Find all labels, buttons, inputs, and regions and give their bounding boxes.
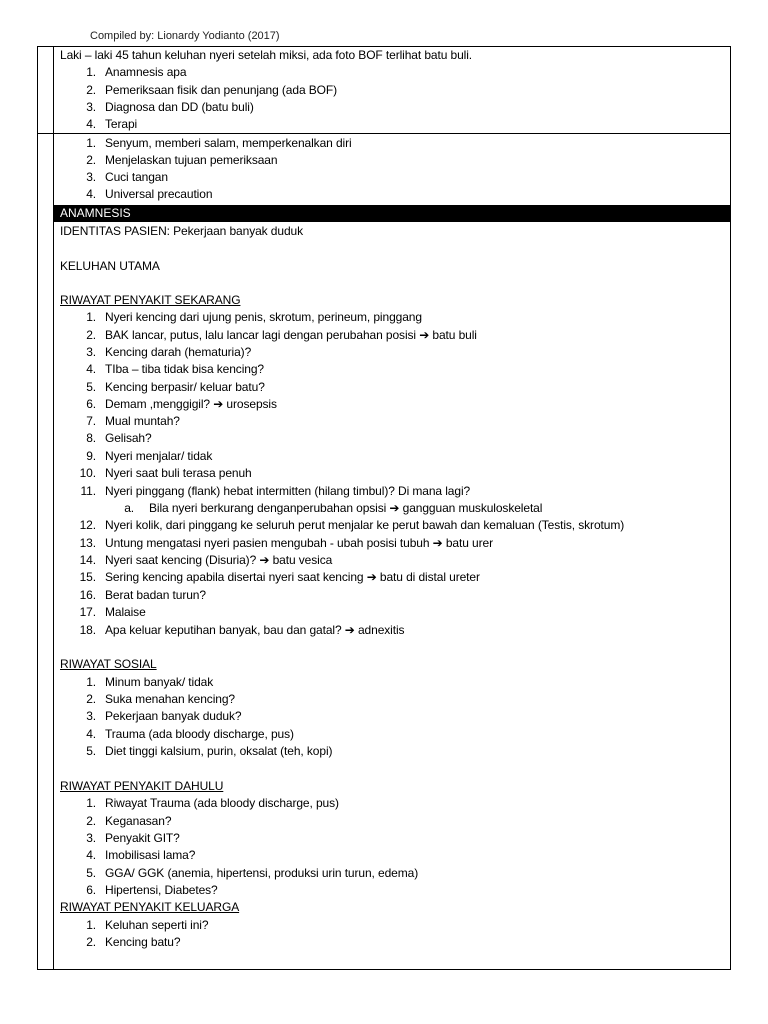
rpd-number: 3. (86, 831, 96, 845)
rps-number: 11. (80, 484, 96, 498)
opening-number: 4. (86, 187, 96, 201)
rps-item: Demam ,menggigil? ➔ urosepsis (105, 397, 277, 411)
rps-item: Berat badan turun? (105, 588, 206, 602)
opening-number: 3. (86, 170, 96, 184)
table-border-left-outer (37, 46, 38, 970)
rps-item: Untung mengatasi nyeri pasien mengubah - ubah posisi tubuh ➔ batu urer (105, 536, 493, 550)
rpk-item: Kencing batu? (105, 935, 181, 949)
rpd-number: 4. (86, 848, 96, 862)
rpd-number: 2. (86, 814, 96, 828)
row-divider-2 (53, 221, 731, 222)
rpk-number: 1. (86, 918, 96, 932)
section-band (54, 205, 730, 221)
rps-number: 8. (86, 431, 96, 445)
opening-item: Senyum, memberi salam, memperkenalkan diri (105, 136, 352, 150)
task-number: 4. (86, 117, 96, 131)
rps-number: 14. (79, 553, 96, 567)
opening-item: Menjelaskan tujuan pemeriksaan (105, 153, 278, 167)
rpd-item: Keganasan? (105, 814, 172, 828)
task-number: 3. (86, 100, 96, 114)
rps-number: 7. (86, 414, 96, 428)
rsos-number: 4. (86, 727, 96, 741)
rps-item: Nyeri menjalar/ tidak (105, 449, 213, 463)
rsos-item: Suka menahan kencing? (105, 692, 235, 706)
task-item: Pemeriksaan fisik dan penunjang (ada BOF) (105, 83, 338, 97)
table-border-left-inner (53, 46, 54, 970)
rps-number: 18. (79, 623, 96, 637)
rps-number: 9. (86, 449, 96, 463)
rpd-item: Imobilisasi lama? (105, 848, 196, 862)
rps-item: Sering kencing apabila disertai nyeri saat kencing ➔ batu di distal ureter (105, 570, 480, 584)
rps-number: 16. (79, 588, 96, 602)
rpd-item: Riwayat Trauma (ada bloody discharge, pus) (105, 796, 339, 810)
rps-subitem: Bila nyeri berkurang denganperubahan opsisi ➔ gangguan muskuloskeletal (149, 501, 543, 515)
rps-item: Kencing darah (hematuria)? (105, 345, 252, 359)
rps-item: Apa keluar keputihan banyak, bau dan gatal? ➔ adnexitis (105, 623, 405, 637)
task-item: Terapi (105, 117, 138, 131)
task-number: 1. (86, 65, 96, 79)
rpk-item: Keluhan seperti ini? (105, 918, 209, 932)
rps-number: 15. (79, 570, 96, 584)
rpd-item: Hipertensi, Diabetes? (105, 883, 218, 897)
rsos-heading: RIWAYAT SOSIAL (60, 657, 157, 671)
rps-heading: RIWAYAT PENYAKIT SEKARANG (60, 293, 241, 307)
rps-number: 10. (79, 466, 96, 480)
rps-number: 17. (79, 605, 96, 619)
rps-number: 4. (86, 362, 96, 376)
rpk-number: 2. (86, 935, 96, 949)
row-divider-1 (37, 133, 731, 134)
case-description: Laki – laki 45 tahun keluhan nyeri setelah miksi, ada foto BOF terlihat batu buli. (60, 48, 473, 62)
rpd-item: GGA/ GGK (anemia, hipertensi, produksi urin turun, edema) (105, 866, 419, 880)
opening-number: 2. (86, 153, 96, 167)
rps-number: 13. (79, 536, 96, 550)
rps-item: Nyeri pinggang (flank) hebat intermitten (hilang timbul)? Di mana lagi? (105, 484, 471, 498)
opening-item: Cuci tangan (105, 170, 168, 184)
rpd-number: 5. (86, 866, 96, 880)
rpd-number: 6. (86, 883, 96, 897)
rpd-item: Penyakit GIT? (105, 831, 180, 845)
rps-item: Gelisah? (105, 431, 152, 445)
table-border-bottom (37, 969, 731, 970)
rsos-number: 2. (86, 692, 96, 706)
rsos-item: Minum banyak/ tidak (105, 675, 214, 689)
rpd-heading: RIWAYAT PENYAKIT DAHULU (60, 779, 224, 793)
rps-number: 2. (86, 328, 96, 342)
task-number: 2. (86, 83, 96, 97)
rsos-number: 3. (86, 709, 96, 723)
rps-number: 6. (86, 397, 96, 411)
task-item: Anamnesis apa (105, 65, 187, 79)
rsos-item: Trauma (ada bloody discharge, pus) (105, 727, 294, 741)
opening-item: Universal precaution (105, 187, 213, 201)
rps-item: Nyeri saat kencing (Disuria)? ➔ batu vesica (105, 553, 333, 567)
rps-item: Mual muntah? (105, 414, 180, 428)
table-border-right (730, 46, 731, 970)
rps-item: BAK lancar, putus, lalu lancar lagi dengan perubahan posisi ➔ batu buli (105, 328, 477, 342)
opening-number: 1. (86, 136, 96, 150)
rps-item: Nyeri saat buli terasa penuh (105, 466, 252, 480)
rsos-number: 1. (86, 675, 96, 689)
compiled-by: Compiled by: Lionardy Yodianto (2017) (90, 30, 280, 42)
section-band-title: ANAMNESIS (60, 206, 131, 220)
rps-number: 12. (79, 518, 96, 532)
rps-item: TIba – tiba tidak bisa kencing? (105, 362, 264, 376)
rps-number: 3. (86, 345, 96, 359)
task-item: Diagnosa dan DD (batu buli) (105, 100, 254, 114)
rps-subitem-label: a. (124, 501, 134, 515)
rsos-number: 5. (86, 744, 96, 758)
rsos-item: Diet tinggi kalsium, purin, oksalat (teh, kopi) (105, 744, 333, 758)
rps-item: Kencing berpasir/ keluar batu? (105, 380, 265, 394)
rps-item: Nyeri kencing dari ujung penis, skrotum, perineum, pinggang (105, 310, 422, 324)
rpd-number: 1. (86, 796, 96, 810)
rps-item: Nyeri kolik, dari pinggang ke seluruh perut menjalar ke perut bawah dan kemaluan (Testis, skrotum) (105, 518, 625, 532)
rsos-item: Pekerjaan banyak duduk? (105, 709, 242, 723)
rpk-heading: RIWAYAT PENYAKIT KELUARGA (60, 900, 240, 914)
rps-number: 5. (86, 380, 96, 394)
identitas-pasien: IDENTITAS PASIEN: Pekerjaan banyak duduk (60, 224, 304, 238)
keluhan-utama: KELUHAN UTAMA (60, 259, 160, 273)
rps-item: Malaise (105, 605, 146, 619)
rps-number: 1. (86, 310, 96, 324)
